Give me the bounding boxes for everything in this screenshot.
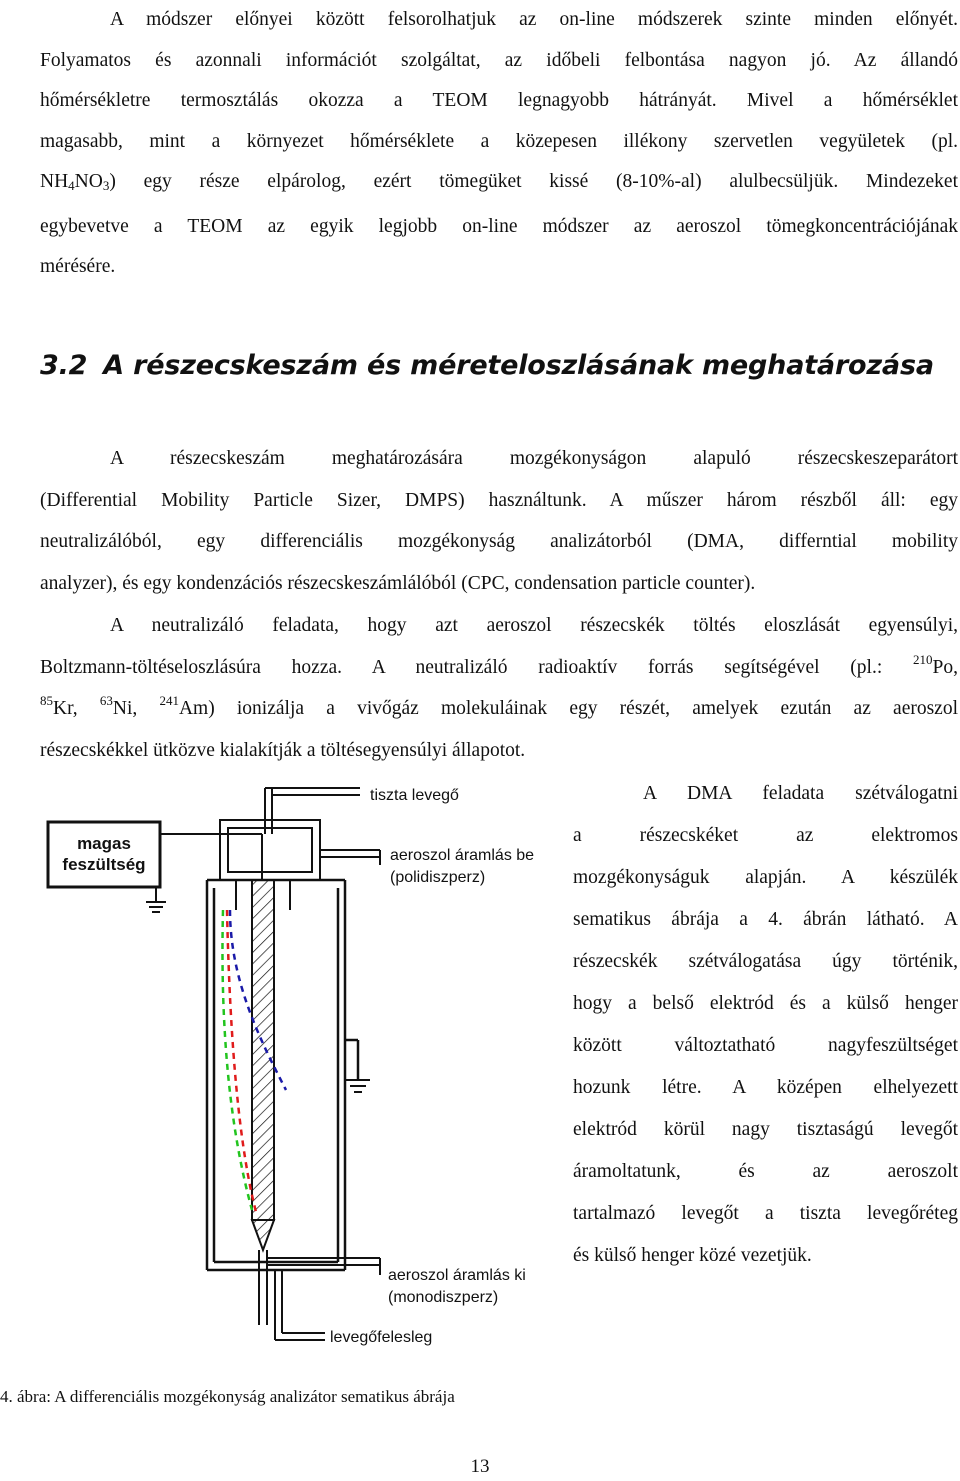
line-isotopes-2 bbox=[40, 693, 959, 719]
line: Folyamatos és azonnali információt szolgáltat, az időbeli felbontása nagyon jó. Az állandó bbox=[40, 49, 958, 71]
text-run: ) egy része elpárolog, ezért tömegüket kissé (8-10%-al) alulbecsüljük. Mindezeket bbox=[109, 171, 958, 192]
trajectory-green bbox=[222, 910, 252, 1210]
line: A DMA feladata szétválogatni bbox=[643, 783, 958, 804]
line: neutralizálóból, egy differenciális mozgékonyság analizátorból (DMA, differntial mobility bbox=[40, 531, 958, 552]
subscript: 4 bbox=[68, 178, 75, 193]
hv-label-line2: feszültség bbox=[62, 855, 146, 874]
line: elektród körül nagy tisztaságú levegőt bbox=[573, 1119, 958, 1140]
paragraph-dmps-intro bbox=[40, 438, 958, 604]
electrode-tip bbox=[252, 1220, 274, 1250]
line: A módszer előnyei között felsorolhatjuk az on-line módszerek szinte minden előnyét. bbox=[110, 9, 958, 30]
top-manifold bbox=[220, 820, 380, 880]
line: hogy a belső elektród és a külső henger bbox=[573, 993, 958, 1014]
text-run: Am) ionizálja a vivőgáz molekuláinak egy részét, amelyek ezután az aeroszol bbox=[178, 698, 959, 719]
section-heading bbox=[40, 350, 934, 381]
hv-label-line1: magas bbox=[77, 834, 131, 853]
line-isotopes-1 bbox=[40, 651, 958, 678]
label-aerosol-in-2: (polidiszperz) bbox=[390, 869, 486, 886]
label-aerosol-out-2: (monodiszperz) bbox=[388, 1289, 499, 1306]
outer-cylinder bbox=[207, 880, 358, 1270]
text-run: Boltzmann-töltéseloszlásúra hozza. A neutralizáló radioaktív forrás segítségével (pl.: bbox=[40, 656, 914, 678]
text-run: NO bbox=[74, 171, 103, 192]
superscript: 63 bbox=[99, 693, 113, 708]
ground-symbol-cylinder bbox=[346, 1080, 370, 1092]
label-aerosol-out-1: aeroszol áramlás ki bbox=[388, 1267, 526, 1284]
central-electrode bbox=[252, 880, 274, 1220]
line: között változtatható nagyfeszültséget bbox=[573, 1035, 958, 1056]
line: áramoltatunk, és az aeroszolt bbox=[573, 1161, 958, 1182]
paragraph-dma-description bbox=[573, 773, 958, 1277]
text-run: Ni, bbox=[112, 698, 160, 719]
dma-schematic-figure bbox=[40, 780, 560, 1375]
line: egybevetve a TEOM az egyik legjobb on-line módszer az aeroszol tömegkoncentrációjának bbox=[40, 215, 958, 237]
line: magasabb, mint a környezet hőmérséklete a közepesen illékony szervetlen vegyületek (pl. bbox=[40, 130, 958, 152]
label-excess-air: levegőfelesleg bbox=[330, 1329, 433, 1346]
line: A neutralizáló feladata, hogy azt aeroszol részecskék töltés eloszlását egyensúlyi, bbox=[110, 615, 958, 636]
line: mozgékonyságuk alapján. A készülék bbox=[573, 867, 958, 888]
superscript: 85 bbox=[40, 693, 53, 708]
line: a részecskéket az elektromos bbox=[573, 825, 958, 846]
label-clean-air: tiszta levegő bbox=[370, 787, 459, 804]
line: analyzer), és egy kondenzációs részecskeszámlálóból (CPC, condensation particle counter). bbox=[40, 572, 756, 594]
high-voltage-box bbox=[48, 822, 262, 902]
label-aerosol-in-1: aeroszol áramlás be bbox=[390, 847, 535, 864]
line: és külső henger közé vezetjük. bbox=[573, 1245, 812, 1266]
line: részecskék szétválogatása úgy történik, bbox=[573, 951, 958, 972]
superscript: 210 bbox=[913, 651, 933, 667]
section-title: A részecskeszám és méreteloszlásának meghatározása bbox=[103, 350, 934, 381]
text-run: Po, bbox=[932, 656, 958, 678]
line: (Differential Mobility Particle Sizer, DMPS) használtunk. A műszer három részből áll: egy bbox=[40, 489, 958, 511]
section-number: 3.2 bbox=[40, 350, 88, 381]
line: A részecskeszám meghatározására mozgékonyságon alapuló részecskeszeparátort bbox=[110, 448, 958, 469]
formula-nh4no3-line bbox=[40, 171, 958, 192]
line: részecskékkel ütközve kialakítják a töltésegyensúlyi állapotot. bbox=[40, 739, 526, 761]
excess-air-outlet-pipe bbox=[275, 1270, 325, 1340]
line: mérésére. bbox=[40, 256, 116, 277]
subscript: 3 bbox=[102, 178, 110, 193]
superscript: 241 bbox=[159, 693, 179, 708]
figure-caption: 4. ábra: A differenciális mozgékonyság analizátor sematikus ábrája bbox=[0, 1387, 455, 1406]
text-run: NH bbox=[40, 171, 69, 192]
line: hőmérsékletre termosztálás okozza a TEOM legnagyobb hátrányát. Mivel a hőmérséklet bbox=[40, 90, 958, 111]
line: hozunk létre. A középen elhelyezett bbox=[573, 1077, 958, 1098]
ground-symbol-hv bbox=[146, 902, 166, 912]
text-run: Kr, bbox=[53, 698, 100, 719]
paragraph-neutralizer bbox=[40, 605, 958, 771]
paragraph-teom-advantages bbox=[40, 0, 958, 288]
line: sematikus ábrája a 4. ábrán látható. A bbox=[573, 909, 958, 930]
page-number: 13 bbox=[470, 1456, 490, 1477]
line: tartalmazó levegőt a tiszta levegőréteg bbox=[573, 1203, 958, 1224]
